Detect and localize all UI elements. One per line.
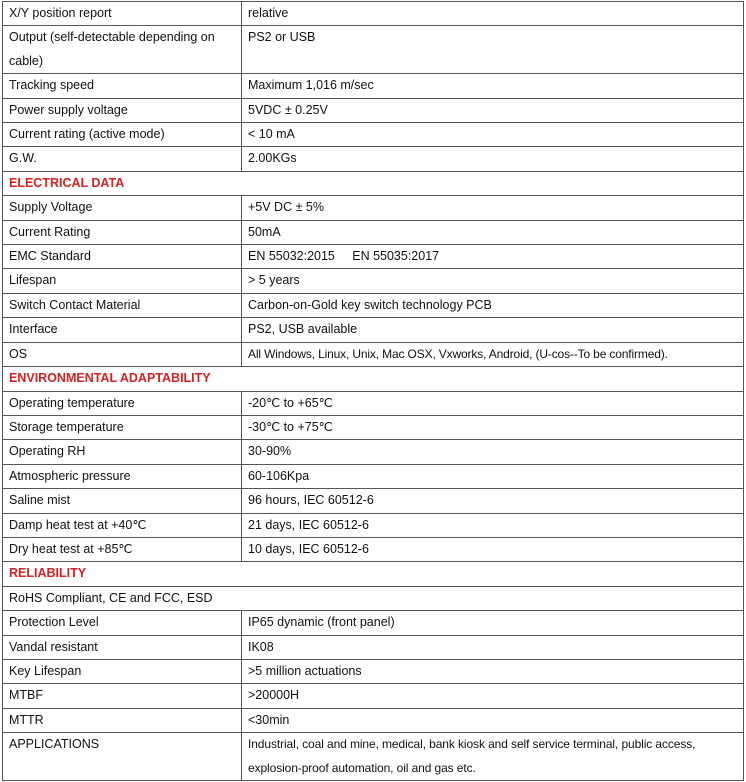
spec-key: Key Lifespan — [3, 659, 242, 683]
spec-key: Lifespan — [3, 269, 242, 293]
spec-key: Storage temperature — [3, 415, 242, 439]
spec-row — [3, 293, 744, 317]
spec-key: Power supply voltage — [3, 98, 242, 122]
spec-value: 30-90% — [242, 440, 744, 464]
spec-key: MTTR — [3, 708, 242, 732]
section-heading: ENVIRONMENTAL ADAPTABILITY — [3, 367, 744, 391]
spec-value: >5 million actuations — [242, 659, 744, 683]
spec-value: Carbon-on-Gold key switch technology PCB — [242, 293, 744, 317]
spec-key: Operating RH — [3, 440, 242, 464]
spec-key: Interface — [3, 318, 242, 342]
spec-value: > 5 years — [242, 269, 744, 293]
spec-value: Industrial, coal and mine, medical, bank kiosk and self service terminal, public access, explosion-proof automation, oil and gas etc. — [242, 733, 744, 781]
spec-row — [3, 269, 744, 293]
spec-key: EMC Standard — [3, 245, 242, 269]
spec-row — [3, 537, 744, 561]
spec-key: Output (self-detectable depending on cable) — [3, 26, 242, 74]
spec-table — [2, 1, 744, 781]
spec-value: 10 days, IEC 60512-6 — [242, 537, 744, 561]
section-heading: RELIABILITY — [3, 562, 744, 586]
spec-row — [3, 123, 744, 147]
spec-row — [3, 659, 744, 683]
spec-key: Saline mist — [3, 489, 242, 513]
spec-table-body — [3, 2, 744, 781]
spec-key: Current rating (active mode) — [3, 123, 242, 147]
spec-value: < 10 mA — [242, 123, 744, 147]
spec-key: Vandal resistant — [3, 635, 242, 659]
spec-row-full — [3, 586, 744, 610]
spec-row — [3, 2, 744, 26]
spec-row — [3, 635, 744, 659]
spec-value: IK08 — [242, 635, 744, 659]
spec-value: PS2, USB available — [242, 318, 744, 342]
spec-row — [3, 98, 744, 122]
spec-row — [3, 318, 744, 342]
spec-key: Protection Level — [3, 611, 242, 635]
spec-key: G.W. — [3, 147, 242, 171]
spec-value: relative — [242, 2, 744, 26]
spec-full-text: RoHS Compliant, CE and FCC, ESD — [3, 586, 744, 610]
spec-value: -30℃ to +75℃ — [242, 415, 744, 439]
spec-value: +5V DC ± 5% — [242, 196, 744, 220]
spec-row — [3, 26, 744, 74]
section-row — [3, 562, 744, 586]
spec-key: X/Y position report — [3, 2, 242, 26]
spec-key: Atmospheric pressure — [3, 464, 242, 488]
spec-row — [3, 74, 744, 98]
spec-row — [3, 220, 744, 244]
spec-value: 60-106Kpa — [242, 464, 744, 488]
spec-row — [3, 196, 744, 220]
spec-value: Maximum 1,016 m/sec — [242, 74, 744, 98]
spec-row — [3, 342, 744, 366]
spec-key: Switch Contact Material — [3, 293, 242, 317]
spec-value: EN 55032:2015 EN 55035:2017 — [242, 245, 744, 269]
spec-row — [3, 391, 744, 415]
spec-key: Damp heat test at +40℃ — [3, 513, 242, 537]
spec-key: OS — [3, 342, 242, 366]
spec-key: Operating temperature — [3, 391, 242, 415]
spec-value: 5VDC ± 0.25V — [242, 98, 744, 122]
section-row — [3, 171, 744, 195]
spec-key: Supply Voltage — [3, 196, 242, 220]
section-heading: ELECTRICAL DATA — [3, 171, 744, 195]
spec-row — [3, 708, 744, 732]
spec-value: 96 hours, IEC 60512-6 — [242, 489, 744, 513]
spec-value: 50mA — [242, 220, 744, 244]
spec-value: -20℃ to +65℃ — [242, 391, 744, 415]
section-row — [3, 367, 744, 391]
spec-key: Dry heat test at +85℃ — [3, 537, 242, 561]
spec-key: APPLICATIONS — [3, 733, 242, 781]
spec-value: 2.00KGs — [242, 147, 744, 171]
spec-row — [3, 147, 744, 171]
spec-row — [3, 513, 744, 537]
spec-row — [3, 611, 744, 635]
spec-row — [3, 415, 744, 439]
spec-value: IP65 dynamic (front panel) — [242, 611, 744, 635]
spec-value: 21 days, IEC 60512-6 — [242, 513, 744, 537]
spec-row — [3, 684, 744, 708]
spec-key: MTBF — [3, 684, 242, 708]
spec-value: All Windows, Linux, Unix, Mac OSX, Vxworks, Android, (U-cos--To be confirmed). — [242, 342, 744, 366]
spec-row — [3, 489, 744, 513]
spec-value: >20000H — [242, 684, 744, 708]
spec-value: PS2 or USB — [242, 26, 744, 74]
spec-key: Tracking speed — [3, 74, 242, 98]
spec-row — [3, 733, 744, 781]
spec-row — [3, 245, 744, 269]
spec-key: Current Rating — [3, 220, 242, 244]
spec-row — [3, 464, 744, 488]
spec-row — [3, 440, 744, 464]
spec-value: <30min — [242, 708, 744, 732]
